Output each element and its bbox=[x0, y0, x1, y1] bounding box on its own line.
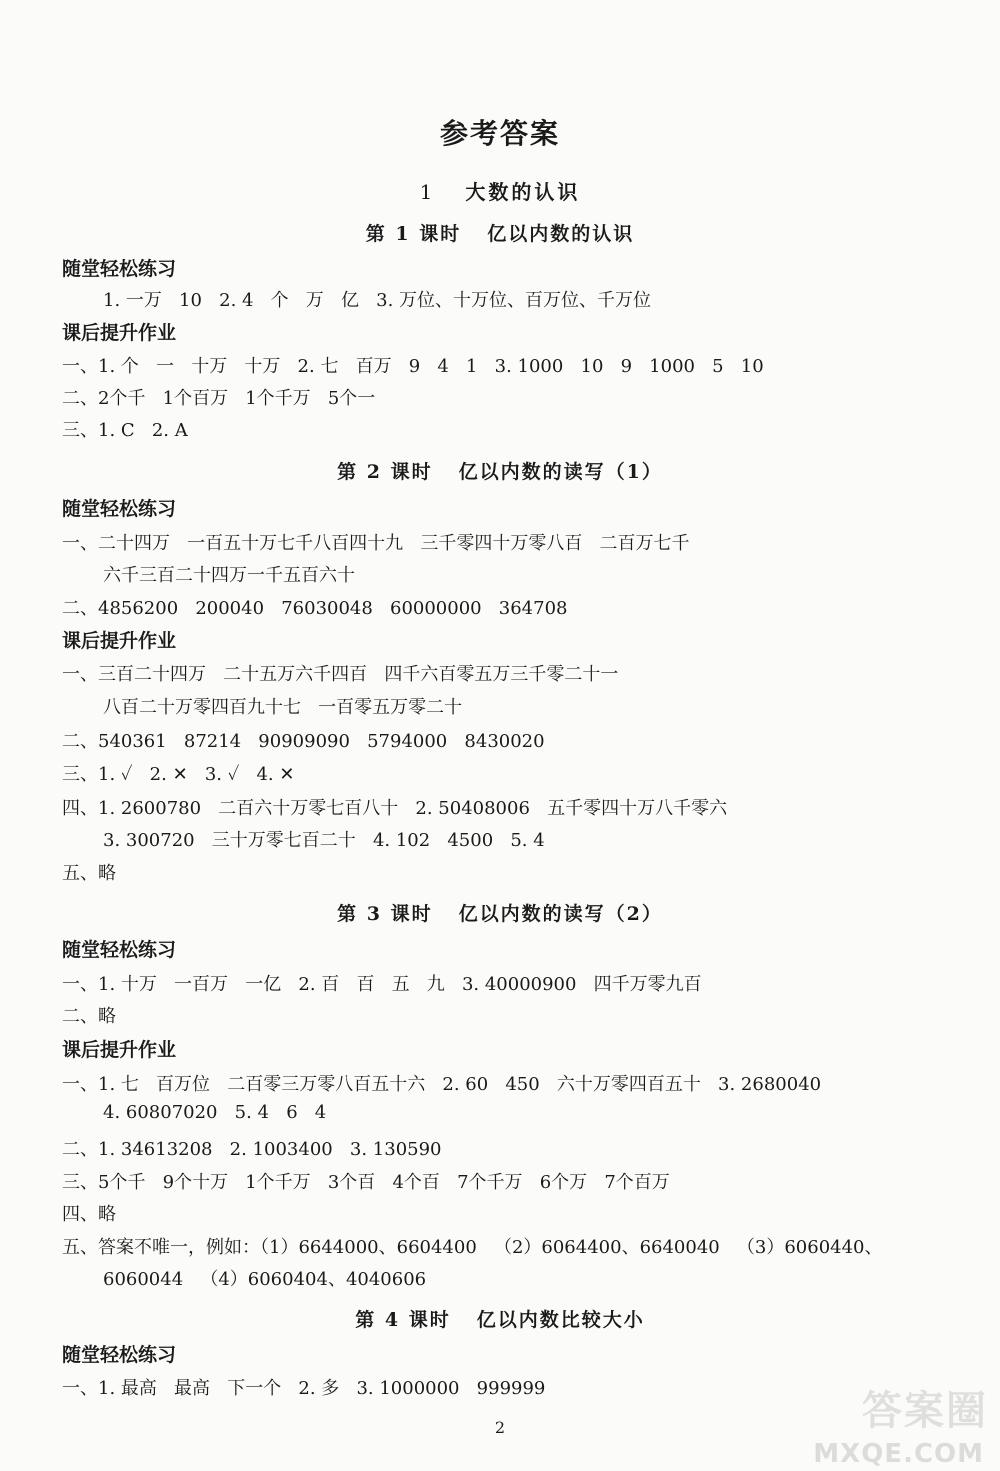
chapter-name: 大数的认识 bbox=[465, 180, 581, 204]
chapter-number: 1 bbox=[419, 180, 436, 204]
answer-line: 五、略 bbox=[62, 863, 116, 884]
lesson-label: 第 4 课时 bbox=[355, 1309, 451, 1331]
watermark-logo-text: 答案圈 bbox=[862, 1388, 988, 1434]
section-homework: 课后提升作业 bbox=[62, 1039, 177, 1061]
answer-line: 三、5个千 9个十万 1个千万 3个百 4个百 7个千万 6个万 7个百万 bbox=[62, 1172, 670, 1193]
answer-line: 二、4856200 200040 76030048 60000000 364708 bbox=[62, 598, 568, 619]
answer-line: 二、1. 34613208 2. 1003400 3. 130590 bbox=[62, 1139, 442, 1160]
lesson-2-heading bbox=[0, 457, 1000, 484]
answer-line: 一、三百二十四万 二十五万六千四百 四千六百零五万三千零二十一 bbox=[62, 664, 619, 685]
page-title: 参考答案 bbox=[439, 117, 560, 150]
answer-line: 一、1. 最高 最高 下一个 2. 多 3. 1000000 999999 bbox=[62, 1378, 546, 1399]
answer-line: 六千三百二十四万一千五百六十 bbox=[103, 565, 355, 586]
answer-line: 1. 一万 10 2. 4 个 万 亿 3. 万位、十万位、百万位、千万位 bbox=[103, 290, 652, 311]
answer-line: 一、二十四万 一百五十万七千八百四十九 三千零四十万零八百 二百万七千 bbox=[62, 533, 690, 554]
chapter-heading bbox=[0, 176, 1000, 205]
answer-line: 三、1. ✓ 2. ✕ 3. ✓ 4. ✕ bbox=[62, 764, 295, 785]
answer-line: 四、略 bbox=[62, 1204, 116, 1225]
answer-line: 四、1. 2600780 二百六十万零七百八十 2. 50408006 五千零四十万八千零六 bbox=[62, 798, 728, 819]
lesson-3-heading bbox=[0, 899, 1000, 926]
section-homework: 课后提升作业 bbox=[62, 322, 177, 344]
answer-line: 二、540361 87214 90909090 5794000 8430020 bbox=[62, 731, 545, 752]
answer-line: 八百二十万零四百九十七 一百零五万零二十 bbox=[103, 697, 463, 718]
section-practice: 随堂轻松练习 bbox=[62, 939, 177, 961]
lesson-4-heading bbox=[0, 1305, 1000, 1332]
section-practice: 随堂轻松练习 bbox=[62, 258, 177, 280]
lesson-name: 亿以内数的读写（1） bbox=[458, 461, 663, 483]
answer-line: 二、略 bbox=[62, 1006, 116, 1027]
section-practice: 随堂轻松练习 bbox=[62, 1344, 177, 1366]
lesson-name: 亿以内数比较大小 bbox=[476, 1309, 645, 1331]
site-watermark bbox=[778, 1379, 988, 1469]
lesson-label: 第 3 课时 bbox=[337, 903, 433, 925]
answer-line: 二、2个千 1个百万 1个千万 5个一 bbox=[62, 388, 376, 409]
section-homework: 课后提升作业 bbox=[62, 630, 177, 652]
answer-line: 五、答案不唯一，例如：（1）6644000、6604400 （2）6064400、6640040 （3）6060440、 bbox=[62, 1237, 883, 1258]
lesson-label: 第 2 课时 bbox=[337, 461, 433, 483]
answer-line: 一、1. 十万 一百万 一亿 2. 百 百 五 九 3. 40000900 四千万零九百 bbox=[62, 974, 702, 995]
answer-line: 4. 60807020 5. 4 6 4 bbox=[103, 1102, 327, 1123]
answer-line: 6060044 （4）6060404、4040606 bbox=[103, 1269, 427, 1290]
page-number: 2 bbox=[494, 1418, 506, 1437]
answer-line: 三、1. C 2. A bbox=[62, 420, 188, 441]
answer-line: 一、1. 七 百万位 二百零三万零八百五十六 2. 60 450 六十万零四百五十 3. 2680040 bbox=[62, 1074, 822, 1095]
lesson-1-heading bbox=[0, 219, 1000, 246]
watermark-url: MXQE.COM bbox=[813, 1439, 984, 1469]
answer-line: 3. 300720 三十万零七百二十 4. 102 4500 5. 4 bbox=[103, 830, 545, 851]
answer-line: 一、1. 个 一 十万 十万 2. 七 百万 9 4 1 3. 1000 10 9 1000 5 10 bbox=[62, 356, 764, 377]
lesson-name: 亿以内数的认识 bbox=[487, 223, 635, 245]
lesson-label: 第 1 课时 bbox=[365, 223, 462, 245]
lesson-name: 亿以内数的读写（2） bbox=[458, 903, 663, 925]
section-practice: 随堂轻松练习 bbox=[62, 498, 177, 520]
